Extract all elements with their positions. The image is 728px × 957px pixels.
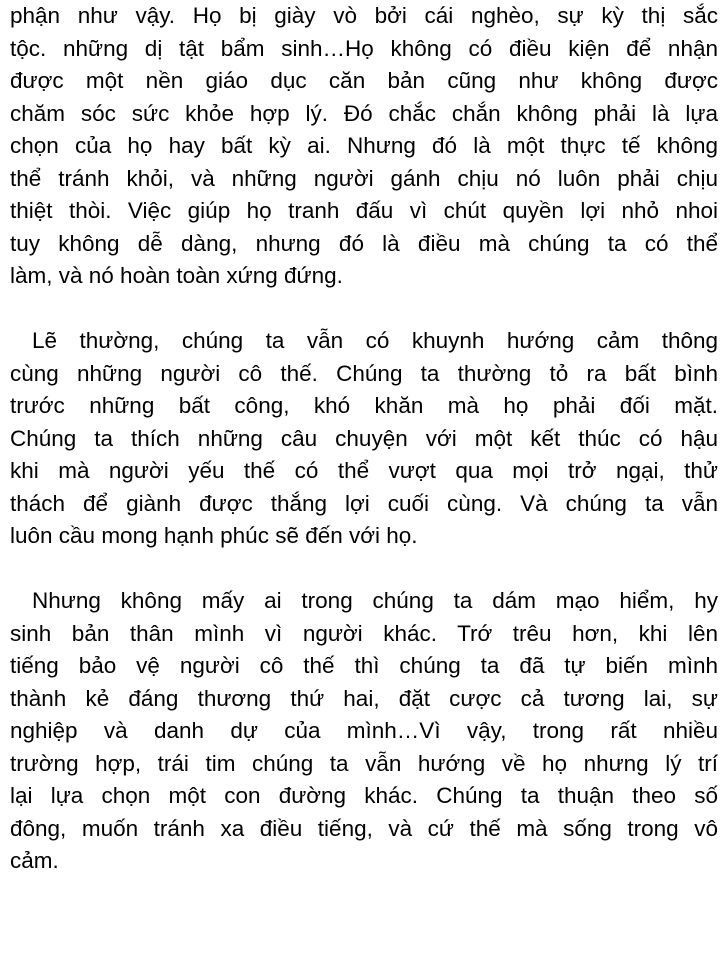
text-line: luôn cầu mong hạnh phúc sẽ đến với họ.: [10, 523, 418, 548]
text-line: sinh bản thân mình vì người khác. Trớ trêu hơn, khi lên: [10, 620, 718, 646]
paragraph-3: [10, 585, 718, 878]
text-line: thể tránh khỏi, và những người gánh chịu nó luôn phải chịu: [10, 165, 718, 191]
text-line: trường hợp, trái tim chúng ta vẫn hướng về họ nhưng lý trí: [10, 750, 718, 776]
text-line: cảm.: [10, 848, 59, 873]
text-line: chăm sóc sức khỏe hợp lý. Đó chắc chắn không phải là lựa: [10, 100, 718, 126]
text-line: lại lựa chọn một con đường khác. Chúng ta thuận theo số: [10, 783, 718, 808]
text-line: thành kẻ đáng thương thứ hai, đặt cược cả tương lai, sự: [10, 685, 718, 711]
text-line: cùng những người cô thế. Chúng ta thường tỏ ra bất bình: [10, 360, 718, 386]
paragraph-2: [10, 325, 718, 553]
text-line: thách để giành được thắng lợi cuối cùng. Và chúng ta vẫn: [10, 490, 718, 516]
paragraph-spacer: [10, 293, 718, 326]
text-line: phận như vậy. Họ bị giày vò bởi cái nghèo, sự kỳ thị sắc: [10, 3, 718, 28]
text-line: tuy không dễ dàng, nhưng đó là điều mà chúng ta có thể: [10, 230, 718, 256]
text-line: Nhưng không mấy ai trong chúng ta dám mạo hiểm, hy: [32, 588, 718, 613]
text-line: đông, muốn tránh xa điều tiếng, và cứ thế mà sống trong vô: [10, 815, 718, 841]
text-line: tiếng bảo vệ người cô thế thì chúng ta đã tự biến mình: [10, 653, 718, 678]
document-page: [10, 0, 718, 878]
text-line: thiệt thòi. Việc giúp họ tranh đấu vì chút quyền lợi nhỏ nhoi: [10, 198, 718, 223]
text-line: làm, và nó hoàn toàn xứng đứng.: [10, 263, 343, 288]
text-line: khi mà người yếu thế có thể vượt qua mọi trở ngại, thử: [10, 458, 718, 483]
text-line: tộc. những dị tật bẩm sinh…Họ không có điều kiện để nhận: [10, 35, 718, 61]
text-line: Chúng ta thích những câu chuyện với một kết thúc có hậu: [10, 425, 718, 451]
text-line: chọn của họ hay bất kỳ ai. Nhưng đó là một thực tế không: [10, 133, 718, 158]
text-line: trước những bất công, khó khăn mà họ phải đối mặt.: [10, 393, 718, 418]
paragraph-1: [10, 0, 718, 293]
text-line: nghiệp và danh dự của mình…Vì vậy, trong rất nhiều: [10, 718, 718, 743]
paragraph-spacer: [10, 553, 718, 586]
text-line: được một nền giáo dục căn bản cũng như không được: [10, 68, 718, 93]
text-line: Lẽ thường, chúng ta vẫn có khuynh hướng cảm thông: [32, 328, 718, 353]
